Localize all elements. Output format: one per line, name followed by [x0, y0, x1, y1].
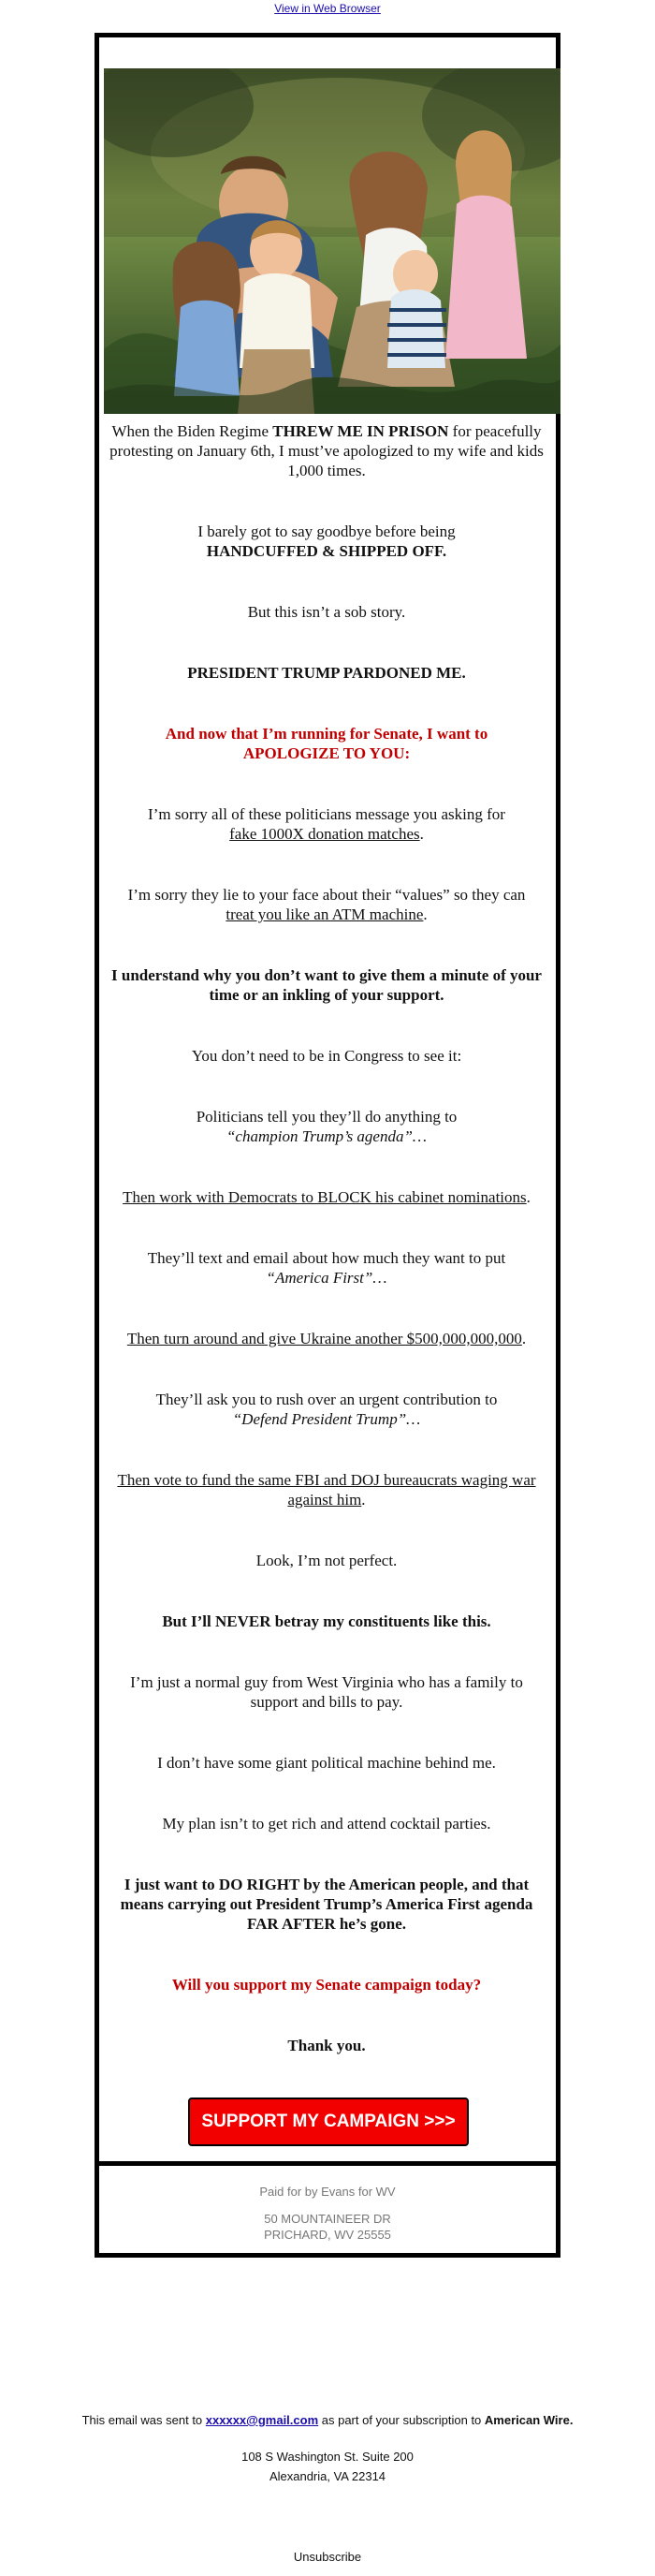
message-paragraph-23: Thank you.: [287, 2037, 366, 2054]
message-paragraph-14: They’ll ask you to rush over an urgent contribution to “Defend President Trump”…: [155, 1391, 498, 1428]
footer-address: [0, 2447, 655, 2486]
message-paragraph-9: You don’t need to be in Congress to see it:: [191, 1047, 462, 1065]
message-paragraph-16: Look, I’m not perfect.: [255, 1552, 398, 1569]
family-photo: [104, 68, 560, 414]
message-paragraph-4: PRESIDENT TRUMP PARDONED ME.: [187, 664, 466, 682]
message-paragraph-19: I don’t have some giant political machine behind me.: [157, 1754, 496, 1772]
message-paragraph-11: Then work with Democrats to BLOCK his cabinet nominations.: [123, 1188, 531, 1206]
footer-divider: [99, 2161, 556, 2166]
paid-for-text: Paid for by Evans for WV: [259, 2185, 396, 2199]
message-paragraph-13: Then turn around and give Ukraine another $500,000,000,000.: [126, 1330, 527, 1347]
unsubscribe-link[interactable]: Unsubscribe: [293, 2550, 362, 2564]
hero-photo: [104, 68, 560, 414]
message-paragraph-18: I’m just a normal guy from West Virginia who has a family to support and bills to pay.: [130, 1673, 523, 1711]
view-in-browser-link[interactable]: View in Web Browser: [274, 2, 381, 15]
message-paragraph-15: Then vote to fund the same FBI and DOJ bureaucrats waging war against him.: [117, 1471, 536, 1509]
paid-address-line-1: 50 MOUNTAINEER DR: [264, 2212, 391, 2226]
message-paragraph-20: My plan isn’t to get rich and attend cocktail parties.: [162, 1815, 491, 1833]
subscription-footer: [0, 2410, 655, 2486]
message-paragraph-10: Politicians tell you they’ll do anything to “champion Trump’s agenda”…: [196, 1108, 458, 1145]
message-paragraph-1: When the Biden Regime THREW ME IN PRISON for peacefully protesting on January 6th, I must’ve apologized to my wife and kids 1,000 times.: [109, 422, 544, 479]
message-paragraph-5: And now that I’m running for Senate, I want to APOLOGIZE TO YOU:: [165, 725, 488, 762]
message-paragraph-12: They’ll text and email about how much they want to put “America First”…: [147, 1249, 506, 1287]
message-paragraph-7: I’m sorry they lie to your face about their “values” so they can treat you like an ATM machine.: [127, 886, 526, 923]
cta-wrapper: [188, 2098, 469, 2146]
footer-address-line-1: 108 S Washington St. Suite 200: [241, 2450, 414, 2464]
subscriber-email-link[interactable]: xxxxxx@gmail.com: [205, 2413, 319, 2427]
message-paragraph-8: I understand why you don’t want to give them a minute of your time or an inkling of your support.: [111, 966, 542, 1004]
subscription-line: This email was sent to xxxxxx@gmail.com as part of your subscription to American Wire.: [81, 2413, 574, 2427]
footer-address-line-2: Alexandria, VA 22314: [269, 2469, 386, 2483]
top-link-bar: [0, 0, 655, 17]
little-girl-left: [173, 242, 240, 396]
message-paragraph-2: I barely got to say goodbye before being HANDCUFFED & SHIPPED OFF.: [197, 523, 456, 560]
message-paragraph-6: I’m sorry all of these politicians message you asking for fake 1000X donation matches.: [148, 805, 505, 843]
message-paragraph-3: But this isn’t a sob story.: [247, 603, 406, 621]
message-paragraph-17: But I’ll NEVER betray my constituents like this.: [162, 1612, 491, 1630]
message-paragraph-22: Will you support my Senate campaign today?: [171, 1976, 482, 1994]
message-paragraph-21: I just want to DO RIGHT by the American people, and that means carrying out President Trump’s America First agenda FAR AFTER he’s gone.: [120, 1876, 533, 1933]
email-card: [95, 33, 560, 2258]
support-campaign-button[interactable]: SUPPORT MY CAMPAIGN >>>: [188, 2098, 469, 2146]
message-body: [107, 421, 546, 2097]
paid-for-box: [99, 2171, 556, 2254]
paid-address-line-2: PRICHARD, WV 25555: [264, 2228, 391, 2242]
